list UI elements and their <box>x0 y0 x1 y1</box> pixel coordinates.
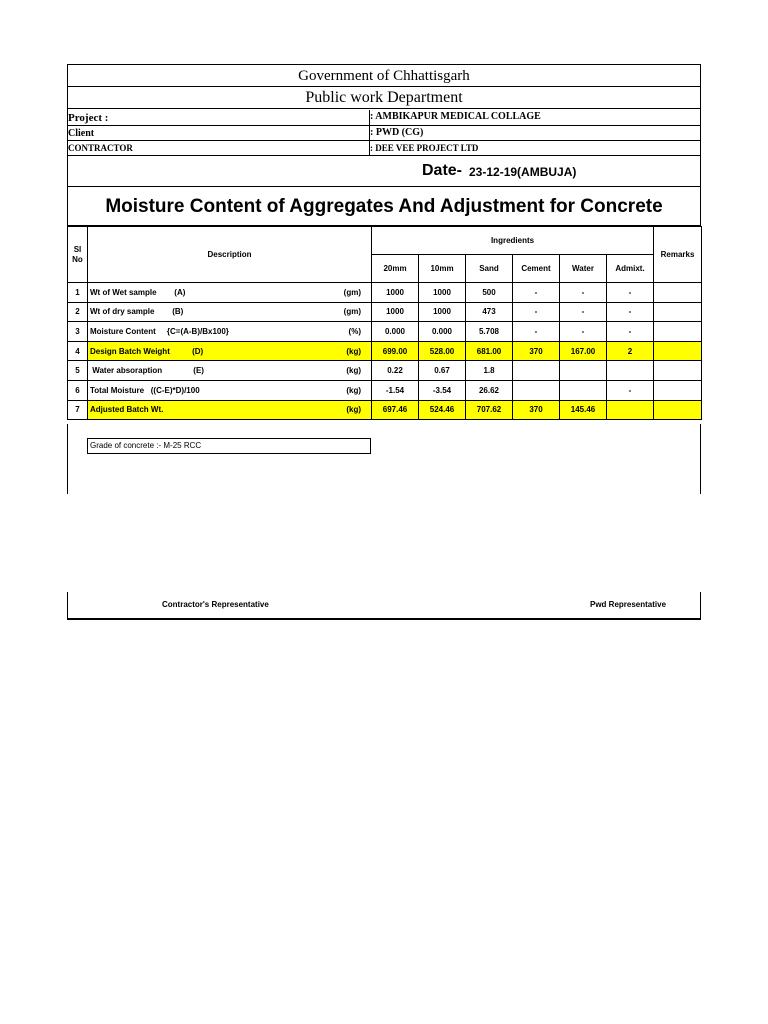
row-remarks <box>654 322 702 342</box>
left-rule <box>67 424 68 494</box>
row-value-10mm: 1000 <box>419 283 466 303</box>
row-value-water <box>560 380 607 400</box>
table-row <box>68 322 702 342</box>
signature-footer <box>67 592 701 620</box>
row-value-10mm: 524.46 <box>419 400 466 420</box>
row-value-admixt: - <box>607 283 654 303</box>
row-remarks <box>654 361 702 381</box>
moisture-table <box>67 226 702 420</box>
grade-of-concrete: Grade of concrete :- M-25 RCC <box>87 438 371 454</box>
row-description-text: Wt of dry sample (B) <box>90 307 184 317</box>
ingredient-10mm-header: 10mm <box>419 255 466 283</box>
row-value-20mm: 0.22 <box>372 361 419 381</box>
client-value: : PWD (CG) <box>370 126 700 141</box>
row-value-10mm: 528.00 <box>419 341 466 361</box>
date-label: Date- <box>422 162 463 179</box>
row-description <box>88 361 372 381</box>
row-remarks <box>654 341 702 361</box>
date-value: 23-12-19(AMBUJA) <box>469 165 577 179</box>
table-row <box>68 361 702 381</box>
row-remarks <box>654 302 702 322</box>
row-value-cement: - <box>513 283 560 303</box>
row-value-20mm: 0.000 <box>372 322 419 342</box>
sl-no-header: Sl No <box>68 227 88 283</box>
row-remarks <box>654 380 702 400</box>
table-row <box>68 400 702 420</box>
row-sl-no: 2 <box>68 302 88 322</box>
row-description <box>88 322 372 342</box>
row-value-water: 167.00 <box>560 341 607 361</box>
row-value-admixt <box>607 361 654 381</box>
row-value-20mm: 699.00 <box>372 341 419 361</box>
row-value-water: - <box>560 322 607 342</box>
row-description <box>88 380 372 400</box>
row-description <box>88 341 372 361</box>
row-value-10mm: 0.000 <box>419 322 466 342</box>
table-row <box>68 341 702 361</box>
row-value-sand: 1.8 <box>466 361 513 381</box>
row-value-cement <box>513 361 560 381</box>
row-value-20mm: 1000 <box>372 283 419 303</box>
client-label: Client <box>68 126 370 141</box>
row-unit: (kg) <box>346 366 361 376</box>
row-description-text: Design Batch Weight (D) <box>90 346 204 356</box>
row-value-20mm: -1.54 <box>372 380 419 400</box>
row-value-sand: 681.00 <box>466 341 513 361</box>
row-value-admixt: - <box>607 302 654 322</box>
row-value-sand: 473 <box>466 302 513 322</box>
ingredients-header: Ingredients <box>372 227 654 255</box>
row-unit: (gm) <box>343 307 361 317</box>
ingredient-water-header: Water <box>560 255 607 283</box>
row-description-text: Moisture Content {C=(A-B)/Bx100} <box>90 326 229 336</box>
row-description-text: Adjusted Batch Wt. <box>90 405 164 415</box>
row-value-admixt: - <box>607 380 654 400</box>
row-sl-no: 4 <box>68 341 88 361</box>
row-value-cement: - <box>513 302 560 322</box>
table-row <box>68 380 702 400</box>
row-value-admixt <box>607 400 654 420</box>
remarks-header: Remarks <box>654 227 702 283</box>
ingredient-cement-header: Cement <box>513 255 560 283</box>
right-rule <box>700 424 701 494</box>
row-value-water: - <box>560 283 607 303</box>
row-value-water: 145.46 <box>560 400 607 420</box>
row-value-sand: 26.62 <box>466 380 513 400</box>
row-unit: (gm) <box>343 287 361 297</box>
project-value: : AMBIKAPUR MEDICAL COLLAGE <box>370 110 700 126</box>
row-unit: (%) <box>348 326 361 336</box>
table-row <box>68 283 702 303</box>
ingredient-sand-header: Sand <box>466 255 513 283</box>
ingredient-20mm-header: 20mm <box>372 255 419 283</box>
row-value-water <box>560 361 607 381</box>
table-row <box>68 302 702 322</box>
row-value-water: - <box>560 302 607 322</box>
row-value-20mm: 697.46 <box>372 400 419 420</box>
ingredient-admixture-header: Admixt. <box>607 255 654 283</box>
row-value-10mm: 0.67 <box>419 361 466 381</box>
row-remarks <box>654 400 702 420</box>
row-value-admixt: - <box>607 322 654 342</box>
row-description <box>88 302 372 322</box>
row-description <box>88 400 372 420</box>
description-header: Description <box>88 227 372 283</box>
row-unit: (kg) <box>346 405 361 415</box>
row-value-10mm: 1000 <box>419 302 466 322</box>
contractor-label: CONTRACTOR <box>68 141 370 156</box>
government-title: Government of Chhattisgarh <box>67 65 701 87</box>
row-value-10mm: -3.54 <box>419 380 466 400</box>
report-title: Moisture Content of Aggregates And Adjustment for Concrete <box>105 196 663 217</box>
row-sl-no: 1 <box>68 283 88 303</box>
project-label: Project : <box>68 110 370 126</box>
row-unit: (kg) <box>346 385 361 395</box>
row-description <box>88 283 372 303</box>
row-value-admixt: 2 <box>607 341 654 361</box>
department-title: Public work Department <box>67 87 701 109</box>
row-sl-no: 7 <box>68 400 88 420</box>
row-value-cement <box>513 380 560 400</box>
row-description-text: Wt of Wet sample (A) <box>90 287 186 297</box>
row-sl-no: 3 <box>68 322 88 342</box>
row-unit: (kg) <box>346 346 361 356</box>
row-remarks <box>654 283 702 303</box>
contractor-value: : DEE VEE PROJECT LTD <box>370 141 700 156</box>
row-sl-no: 6 <box>68 380 88 400</box>
pwd-representative: Pwd Representative <box>590 600 667 609</box>
row-value-cement: 370 <box>513 341 560 361</box>
row-value-cement: 370 <box>513 400 560 420</box>
contractor-representative: Contractor's Representative <box>162 600 269 609</box>
row-sl-no: 5 <box>68 361 88 381</box>
date-row <box>67 156 701 187</box>
row-value-sand: 500 <box>466 283 513 303</box>
row-value-cement: - <box>513 322 560 342</box>
row-value-20mm: 1000 <box>372 302 419 322</box>
row-value-sand: 707.62 <box>466 400 513 420</box>
row-description-text: Total Moisture ((C-E)*D)/100 <box>90 385 200 395</box>
row-description-text: Water absoraption (E) <box>90 366 204 376</box>
row-value-sand: 5.708 <box>466 322 513 342</box>
